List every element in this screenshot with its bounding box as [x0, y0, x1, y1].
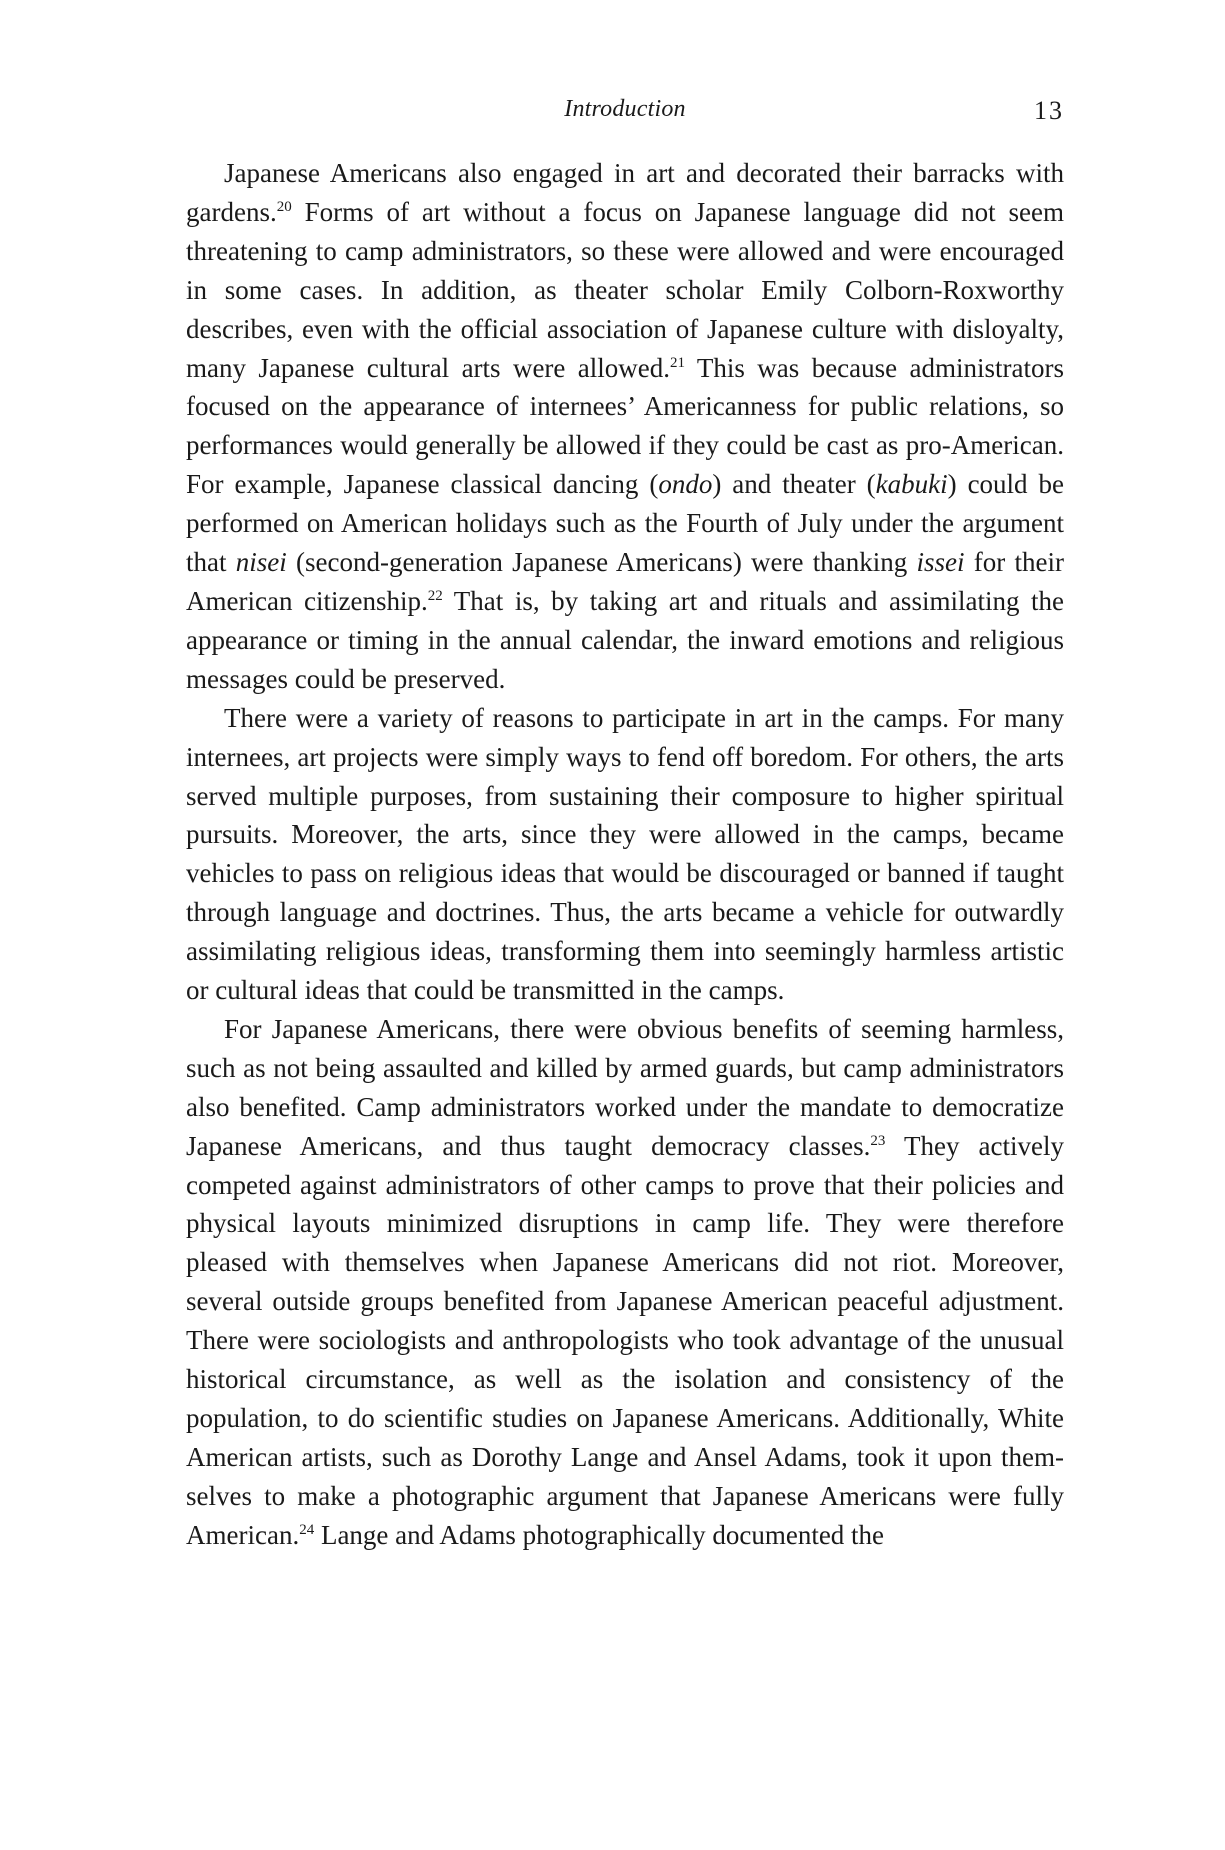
- footnote-marker: 23: [870, 1132, 886, 1149]
- paragraph: [186, 154, 1064, 699]
- text-run: This was because administrators focused on the appearance of internees’ Americanness for public relations, so performances would generally be allowed if they could be cast as pro-American. For example, Japanese classical dancing (: [186, 352, 1064, 500]
- italic-term: ondo: [658, 469, 713, 500]
- text-run: ) could be performed on American holidays such as the Fourth of July under the argument that: [186, 469, 1064, 578]
- text-run: Lange and Adams photographically documented the: [314, 1519, 885, 1550]
- text-run: Forms of art without a focus on Japanese language did not seem threatening to camp administrators, so these were allowed and were encouraged in some cases. In addition, as theater scholar Emily Colborn-Roxworthy describes, even with the official association of Japanese culture with disloyalty, many Japanese cultural arts were allowed.: [186, 196, 1064, 383]
- text-run: For Japanese Americans, there were obvious benefits of seeming harmless, such as not being assaulted and killed by armed guards, but camp administrators also benefited. Camp administrators worked under the mandate to democratize Japanese Americans, and thus taught democracy classes.: [186, 1013, 1064, 1161]
- text-run: That is, by taking art and rituals and assimilating the appearance or timing in the annual calendar, the inward emotions and religious messages could be preserved.: [186, 585, 1064, 694]
- footnote-marker: 21: [670, 354, 686, 371]
- text-run: for their American citizenship.: [186, 547, 1064, 616]
- italic-term: kabuki: [875, 469, 948, 500]
- running-head-title: Introduction: [564, 96, 686, 122]
- italic-term: nisei: [235, 547, 287, 578]
- text-run: They actively competed against administrators of other camps to prove that their policies and physical layouts minimized disruptions in camp life. They were therefore pleased with themselves when Japanese Americans did not riot. Moreover, several outside groups benefited from Japanese American peaceful adjustment. There were sociologists and anthropologists who took advantage of the unusual historical circumstance, as well as the isolation and consistency of the population, to do scientific studies on Japanese Americans. Additionally, White American artists, such as Dorothy Lange and Ansel Adams, took it upon themselves to make a photographic argument that Japanese Americans were fully American.: [186, 1130, 1064, 1550]
- footnote-marker: 22: [427, 587, 443, 604]
- running-head: [186, 96, 1064, 136]
- paragraph: [186, 1010, 1064, 1555]
- text-run: Japanese Americans also engaged in art and decorated their barracks with gardens.: [186, 158, 1064, 227]
- footnote-marker: 20: [276, 198, 292, 215]
- italic-term: issei: [916, 547, 965, 578]
- paragraph: [186, 699, 1064, 1010]
- footnote-marker: 24: [299, 1521, 315, 1538]
- text-run: (second-generation Japanese Americans) were thanking: [286, 547, 917, 578]
- body-text: [186, 154, 1064, 1555]
- text-run: There were a variety of reasons to participate in art in the camps. For many internees, art projects were simply ways to fend off boredom. For others, the arts served multiple purposes, from sustaining their composure to higher spiritual pursuits. Moreover, the arts, since they were allowed in the camps, became vehicles to pass on religious ideas that would be discouraged or banned if taught through language and doctrines. Thus, the arts became a vehicle for outwardly assimilating religious ideas, transforming them into seemingly harmless artistic or cultural ideas that could be transmitted in the camps.: [186, 702, 1064, 1006]
- text-run: ) and theater (: [712, 469, 876, 500]
- page-number: 13: [1034, 96, 1064, 125]
